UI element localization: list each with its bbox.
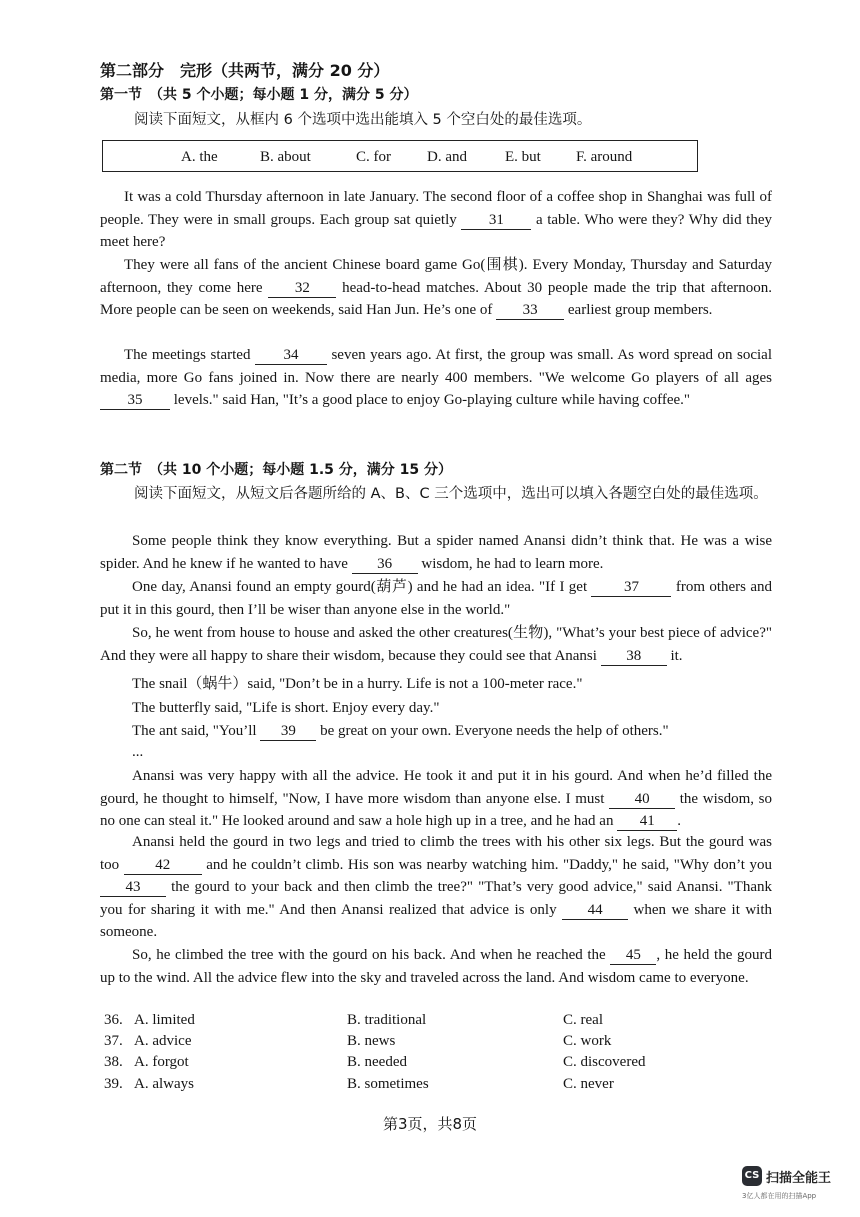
- question-number: 37.: [104, 1033, 123, 1049]
- question-option-b: B. news: [347, 1033, 396, 1049]
- blank-40: 40: [609, 791, 675, 809]
- blank-38: 38: [601, 648, 667, 666]
- passage1-paragraph-1: It was a cold Thursday afternoon in late January. The second floor of a coffee shop in Shanghai was full of people. They were in small groups. Each group sat quietly 31 a table. Who were they? Why did they meet here?: [100, 189, 773, 251]
- passage2-paragraph-9: Anansi held the gourd in two legs and tried to climb the trees with his other six legs. But the gourd was too 42 and he couldn’t climb. His son was nearby watching him. "Daddy," he said, "Why don’t you 43 the gourd to your back and then climb the tree?" "That’s very good advice," said Anansi. "Thank you for sharing it with me." And then Anansi realized that advice is only 44 when we share it with someone.: [100, 834, 773, 941]
- passage2-paragraph-6: The ant said, "You’ll 39 be great on your own. Everyone needs the help of others.": [132, 723, 669, 739]
- passage2-paragraph-3: So, he went from house to house and asked the other creatures(生物), "What’s your best piece of advice?" And they were all happy to share their wisdom, because they could see that Anansi 38 it.: [100, 625, 772, 664]
- question-option-c: C. discovered: [563, 1054, 646, 1070]
- question-option-c: C. real: [563, 1012, 603, 1028]
- option-e: E. but: [505, 149, 541, 165]
- section2-heading: 第二节 （共 10 个小题；每小题 1.5 分，满分 15 分）: [100, 462, 453, 478]
- passage2-paragraph-10: So, he climbed the tree with the gourd on his back. And when he reached the 45 , he held the gourd up to the wind. All the advice flew into the sky and traveled across the land. And wisdom came to everyone.: [100, 947, 772, 986]
- watermark-tagline: 3亿人都在用的扫描App: [742, 1192, 817, 1200]
- blank-41: 41: [617, 813, 677, 831]
- page-number: 第3页，共8页: [382, 1115, 478, 1133]
- passage2-paragraph-4: The snail（蜗牛）said, "Don’t be in a hurry. Life is not a 100-meter race.": [132, 676, 583, 692]
- passage1-paragraph-3: The meetings started 34 seven years ago. At first, the group was small. As word spread on social media, more Go fans joined in. Now there are nearly 400 members. "We welcome Go players of all ages 35 levels." said Han, "It’s a good place to enjoy Go-playing culture while having coffee.": [100, 347, 772, 409]
- section1-heading: 第一节 （共 5 个小题；每小题 1 分，满分 5 分）: [100, 87, 418, 103]
- part-heading: 第二部分 完形（共两节，满分 20 分）: [100, 61, 390, 80]
- blank-37: 37: [591, 579, 671, 597]
- blank-34: 34: [255, 347, 327, 365]
- question-option-a: A. forgot: [134, 1054, 189, 1070]
- section1-instruction: 阅读下面短文，从框内 6 个选项中选出能填入 5 个空白处的最佳选项。: [134, 112, 592, 128]
- blank-43: 43: [100, 879, 166, 897]
- question-option-b: B. traditional: [347, 1012, 427, 1028]
- question-number: 38.: [104, 1054, 123, 1070]
- option-d: D. and: [427, 149, 467, 165]
- passage2-ellipsis: ...: [132, 744, 144, 760]
- blank-39: 39: [260, 723, 316, 741]
- passage2-paragraph-2: One day, Anansi found an empty gourd(葫芦) and he had an idea. "If I get 37 from others and put it in this gourd, then I’ll be wiser than anyone else in the world.": [100, 579, 772, 618]
- blank-36: 36: [352, 556, 418, 574]
- question-number: 39.: [104, 1076, 123, 1092]
- blank-35: 35: [100, 392, 170, 410]
- blank-31: 31: [461, 212, 531, 230]
- camscanner-logo-icon: CS: [742, 1166, 762, 1186]
- option-c: C. for: [356, 149, 391, 165]
- blank-44: 44: [562, 902, 628, 920]
- blank-42: 42: [124, 857, 202, 875]
- question-option-c: C. work: [563, 1033, 612, 1049]
- passage1-paragraph-2: They were all fans of the ancient Chinese board game Go(围棋). Every Monday, Thursday and Saturday afternoon, they come here 32 head-to-head matches. About 30 people made the trip that afternoon. More people can be seen on weekends, said Han Jun. He’s one of 33 earliest group members.: [100, 257, 773, 319]
- passage2-paragraph-8: Anansi was very happy with all the advice. He took it and put it in his gourd. And when he’d filled the gourd, he thought to himself, "Now, I have more wisdom than anyone else. I must 40 the wisdom, so no one can steal it." He looked around and saw a hole high up in a tree, and he had an 41 .: [100, 768, 773, 830]
- option-a: A. the: [181, 149, 218, 165]
- question-option-b: B. sometimes: [347, 1076, 429, 1092]
- section2-instruction: 阅读下面短文，从短文后各题所给的 A、B、C 三个选项中，选出可以填入各题空白处的最佳选项。: [134, 486, 768, 502]
- passage2-paragraph-1: Some people think they know everything. But a spider named Anansi didn’t think that. He was a wise spider. And he knew if he wanted to have 36 wisdom, he had to learn more.: [100, 533, 772, 572]
- question-option-b: B. needed: [347, 1054, 407, 1070]
- option-b: B. about: [260, 149, 311, 165]
- option-f: F. around: [576, 149, 633, 165]
- passage2-paragraph-5: The butterfly said, "Life is short. Enjoy every day.": [132, 700, 440, 716]
- question-option-c: C. never: [563, 1076, 614, 1092]
- question-number: 36.: [104, 1012, 123, 1028]
- watermark-app-name: 扫描全能王: [766, 1171, 832, 1186]
- question-option-a: A. always: [134, 1076, 194, 1092]
- blank-32: 32: [268, 280, 336, 298]
- question-option-a: A. limited: [134, 1012, 195, 1028]
- blank-45: 45: [610, 947, 656, 965]
- options-box: [102, 140, 698, 172]
- blank-33: 33: [496, 302, 564, 320]
- question-option-a: A. advice: [134, 1033, 192, 1049]
